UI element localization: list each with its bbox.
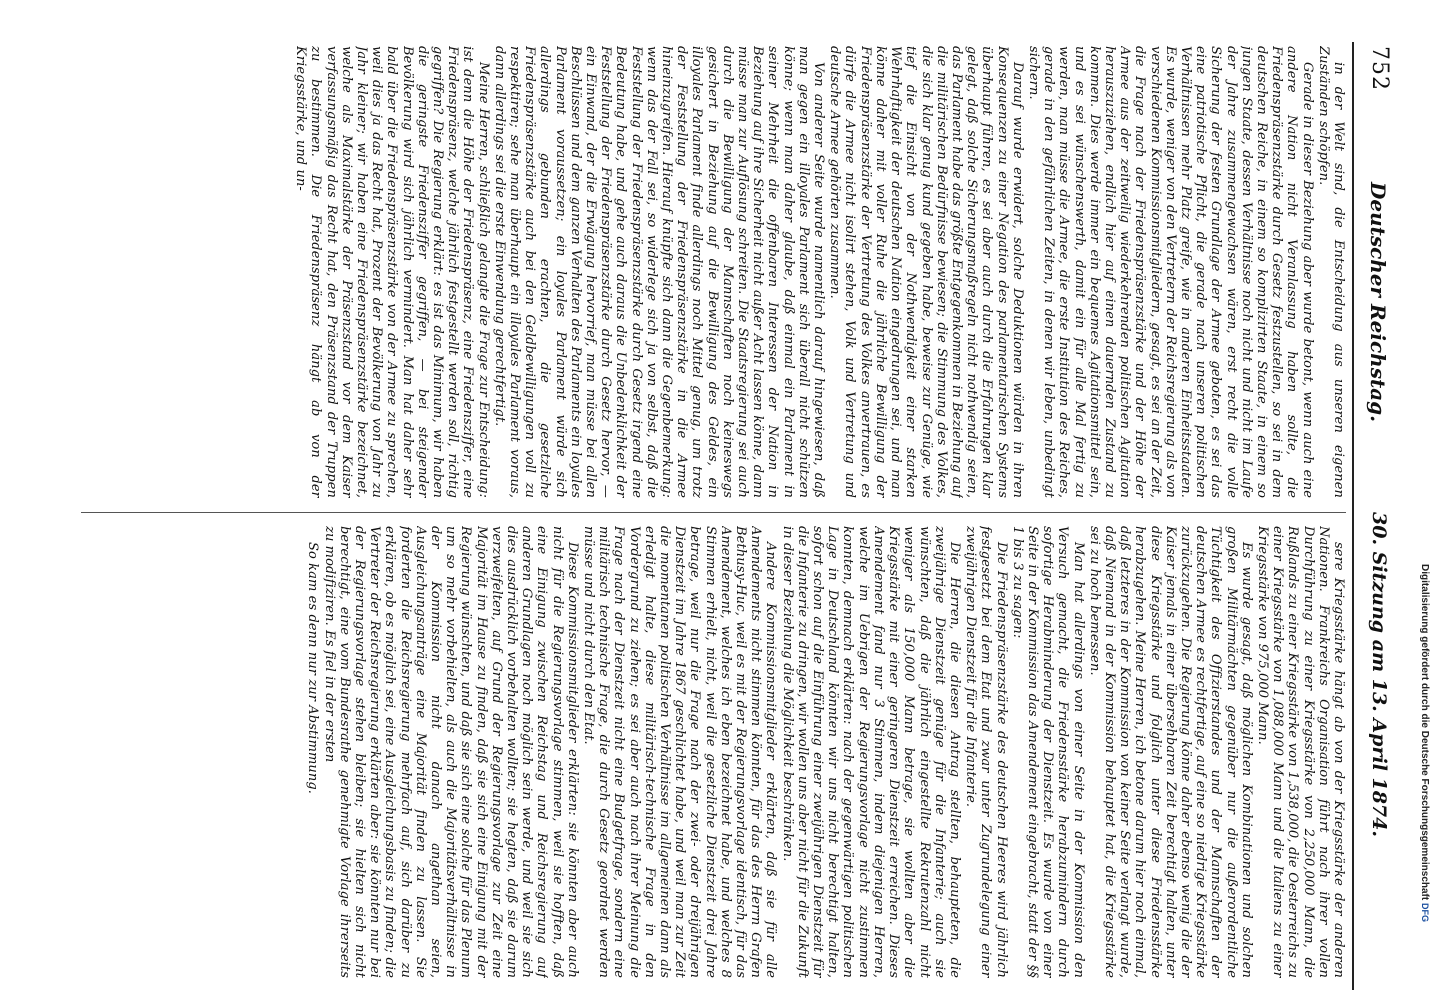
paragraph: Gerade in dieser Beziehung aber wurde betont, wenn auch eine andere Nation nicht Veranlassung haben sollte, die Friedenspräsenzstärke durch Gesetz festzustellen, so sei in dem deutschen Reiche, in einem so komplizirten Staate, in einem so jungen Staate, dessen Verhältnisse noch nicht und nicht im Laufe der Jahre zusammengewachsen wären, erst recht die volle Sicherung der festen Grundlage der Armee geboten, es sei das eine patriotische Pflicht, die gerade nach unseren politischen Verhältnissen mehr Platz greife, wie in anderen Einheitsstaaten. Es wurde, weniger von den Vertretern der Reichsregierung als von verschiedenen Kommissionsmitgliedern, gesagt, es sei an der Zeit, die Frage nach der Friedenspräsenzstärke und der Höhe der Armee aus der zeitweilig wiederkehrenden politischen Agitation herauszuziehen, endlich hier auf einen dauernden Zustand zu kommen. Dies werde immer ein bequemes Agitationsmittel sein, und es sei wünschenswerth, damit ein für alle Mal fertig zu werden, man müsse die Armee, die erste Institution des Reiches, gerade in den gefährlichen Zeiten, in denen wir leben, unbedingt sichern.: [1025, 46, 1315, 498]
paragraph: in der Welt sind, die Entscheidung aus unseren eigenen Zuständen schöpfen.: [1315, 46, 1346, 498]
paragraph: So kam es denn nur zur Abstimmung.: [305, 542, 321, 795]
paragraph: Man hat allerdings von einer Seite in der Kommission den Versuch gemacht, die Friedensstärke herabzumindern durch sofortige Herabminderung der Dienstzeit. Es wurde von einer Seite in der Kommission das Amendement eingebracht, statt der §§ 1 bis 3 zu sagen:: [1009, 526, 1086, 978]
session-title: 30. Sitzung am 13. April 1874.: [1368, 512, 1390, 837]
header-rule: [1352, 42, 1354, 990]
paragraph: Darauf wurde erwidert, solche Deduktionen würden in ihren Konsequenzen zu einer Negation des parlamentarischen Systems überhaupt führen, es sei aber auch durch die Erfahrungen klar gelegt, daß solche Sicherungsmaßregeln nicht nothwendig seien, das Parlament habe das größte Entgegenkommen in Beziehung auf die militärischen Bedürfnisse bewiesen; die Stimmung des Volkes, die sich klar genug kund gegeben habe, beweise zur Genüge, wie tief die Einsicht von der Nothwendigkeit einer starken Wehrhaftigkeit der deutschen Nation eingedrungen sei, und man könne daher mit voller Ruhe die jährliche Bewilligung der Friedenspräsenzstärke der Vertretung des Volkes anvertrauen, es dürfe die Armee nicht isolirt stehen, Volk und Vertretung und deutsche Armee gehörten zusammen.: [827, 46, 1025, 498]
digitization-credit: [1412, 8, 1430, 992]
journal-title: Deutscher Reichstag.: [1366, 182, 1390, 423]
scanned-page: [76, 42, 1406, 990]
paragraph: Von anderer Seite wurde namentlich darauf hingewiesen, daß man gegen ein illoyales Parlament sich überall nicht schützen könne; wenn man daher glaube, daß einmal ein Parlament in seiner Mehrheit die offenbaren Interessen der Nation in Beziehung auf ihre Sicherheit nicht außer Acht lassen könne, dann müsse man zur Auflösung schreiten. Die Staatsregierung sei auch durch die Bewilligung der Mannschaften noch keineswegs gesichert in Beziehung auf die Bewilligung des Geldes, ein illoyales Parlament finde allerdings noch Mittel genug, um trotz der Feststellung der Friedenspräsenzstärke in die Armee hineinzugreifen. Hierauf knüpfte sich dann die Gegenbemerkung: wenn das der Fall sei, so widerlege sich ja von selbst, daß die Feststellung der Friedenspräsenzstärke durch Gesetz irgend eine Bedeutung habe, und gehe auch daraus die Unbedenklichkeit der Feststellung der Friedenspräsenzstärke durch Gesetz hervor, — ein Einwand, der die Erwägung hervorrief, man müsse bei allen Beschlüssen und dem ganzen Verhalten des Parlaments ein loyales Parlament voraussetzen; ein loyales Parlament würde sich allerdings gebunden erachten, die gesetzliche Friedenspräsenzstärke auch bei den Geldbewilligungen voll zu respektiren; sehe man überhaupt ein illoyales Parlament voraus, dann allerdings sei die erste Einwendung gerechtfertigt.: [491, 46, 827, 498]
paragraph: Die Herren, die diesen Antrag stellten, behaupteten, die zweijährige Dienstzeit genüge für die Infanterie; auch sie wünschten, daß die jährlich eingestellte Rekrutenzahl nicht weniger als 150,000 Mann betrage, sie wollten aber die Kriegsstärke mit einer geringeren Dienstzeit erreichen. Dieses Amendement fand nur 3 Stimmen, indem diejenigen Herren, welche im Uebrigen der Regierungsvorlage nicht zustimmen konnten, demnach erklärten: nach der gegenwärtigen politischen Lage in Deutschland könnten wir uns nicht berechtigt halten, sofort schon auf die Einführung einer zweijährigen Dienstzeit für die Infanterie zu dringen, wir wollen uns aber nicht für die Zukunft in dieser Beziehung die Möglichkeit beschränken.: [779, 526, 962, 978]
paragraph: sere Kriegsstärke hängt ab von der Kriegsstärke der anderen Nationen. Frankreichs Organisation führt nach ihrer vollen Durchführung zu einer Kriegsstärke von 2,250,000 Mann, die Rußlands zu einer Kriegsstärke von 1,538,000, die Oesterreichs zu einer Kriegsstärke von 1,088,000 Mann und die Italiens zu einer Kriegsstärke von 975,000 Mann.: [1254, 526, 1346, 978]
paragraph: Meine Herren, schließlich gelangte die Frage zur Entscheidung: ist denn die Höhe der Friedenspräsenz, eine Friedensziffer, eine Friedenspräsenz, welche jährlich festgestellt werden soll, richtig gegriffen? Die Regierung erklärt: es ist das Minimum, wir haben die geringste Friedensziffer gegriffen, — bei steigender Bevölkerung wird sich jährlich vermindert. Man hat daher sehr bald über die Friedenspräsenzstärke von der Armee zu sprechen, weil dies ja das Recht hat, Prozent der Bevölkerung von Jahr zu Jahr kleiner; wir haben eine Friedenspräsenzstärke bezeichnet, welche als Maximalstärke der Präsenzstand vor dem Kaiser verfassungsmäßig das Recht hat, den Präsenzstand der Truppen zu bestimmen. Die Friedenspräsenz hängt ab von der Kriegsstärke, und un-: [293, 46, 491, 498]
column-divider: [81, 512, 1346, 513]
page-content: [76, 42, 1406, 990]
paragraph: Es wurde gesagt, daß möglichen Kombinationen und solchen großen Militärmächten gegenüber nur die außerordentliche Tüchtigkeit des Offizierstandes und der Mannschaften der deutschen Armee es rechtfertige, auf eine so niedrige Kriegsstärke zurückzugehen. Die Regierung könne daher ebenso wenig die der Kaiser jemals in einer übersehbaren Zeit berechtigt halten, unter diese Kriegsstärke und folglich unter diese Friedensstärke herabzugehen. Meine Herren, ich betone darum hier noch einmal, daß letzteres in der Kommission von keiner Seite verlangt wurde, daß Niemand in der Kommission behauptet hat, die Kriegsstärke sei zu hoch bemessen.: [1086, 526, 1254, 978]
left-column: [81, 46, 1346, 498]
dfg-logo: DFG: [1420, 903, 1430, 922]
paragraph: Diese Kommissionsmitglieder erklärten: sie könnten aber auch nicht für die Regierungsvorlage stimmen, weil sie hofften, daß eine Einigung zwischen Reichstag und Reichsregierung auf anderen Grundlagen noch möglich sein werde, und weil sie sich dies ausdrücklich vorbehalten wollten; sie hegten, daß sie darum verzweifelten, auf Grund der Regierungsvorlage zur Zeit eine Majorität im Hause zu finden, daß sie sich eine Einigung mit der Regierung wünschten, und daß sie sich eine solche für das Plenum um so mehr vorbehielten, als auch die Majoritätsverhältnisse in der Kommission nicht danach angethan seien, Ausgleichungsanträge eine Majorität finden zu lassen. Sie forderten die Reichsregierung mehrfach auf, sich darüber zu erklären, ob es möglich sei, eine Ausgleichungsbasis zu finden; die Vertreter der Reichsregierung erklärten aber: sie könnten nur bei der Regierungsvorlage stehen bleiben; sie hielten sich nicht berechtigt, eine vom Bundesrathe genehmigte Vorlage ihrerseits zu modifiziren. Es fiel in der ersten: [321, 526, 580, 978]
right-column: [81, 526, 1346, 978]
paragraph: Andere Kommissionsmitglieder erklärten, daß sie für alle Amendements nicht stimmen könnten, für das des Herrn Grafen Bethusy-Huc, weil es mit der Regierungsvorlage identisch, für das Amendement, welches ich eben bezeichnet habe, und welches 8 Stimmen erhielt, nicht, weil die gesetzliche Dienstzeit drei Jahre betrage, weil nur die Frage nach der zwei- oder dreijährigen Dienstzeit im Jahre 1867 geschlichtet habe, und weil man zur Zeit die momentanen politischen Verhältnisse im allgemeinen dann als erledigt halte, diese militärisch-technische Frage in den Vordergrund zu ziehen; es sei aber auch nach ihrer Meinung die Frage nach der Dienstzeit nicht eine Budgetfrage, sondern eine militärisch technische Frage, die durch Gesetz geordnet werden müsse und nicht durch den Etat.: [581, 526, 779, 978]
credit-line: [1412, 8, 1430, 968]
page-header: [1358, 42, 1406, 990]
page-number: 752: [1367, 46, 1392, 91]
credit-text: Digitalisierung gefördert durch die Deutsche Forschungsgemeinschaft: [1419, 564, 1430, 901]
paragraph: Die Friedenspräsenzstärke des deutschen Heeres wird jährlich festgesetzt bei dem Etat und zwar unter Zugrundelegung einer zweijährigen Dienstzeit für die Infanterie.: [963, 526, 1009, 978]
